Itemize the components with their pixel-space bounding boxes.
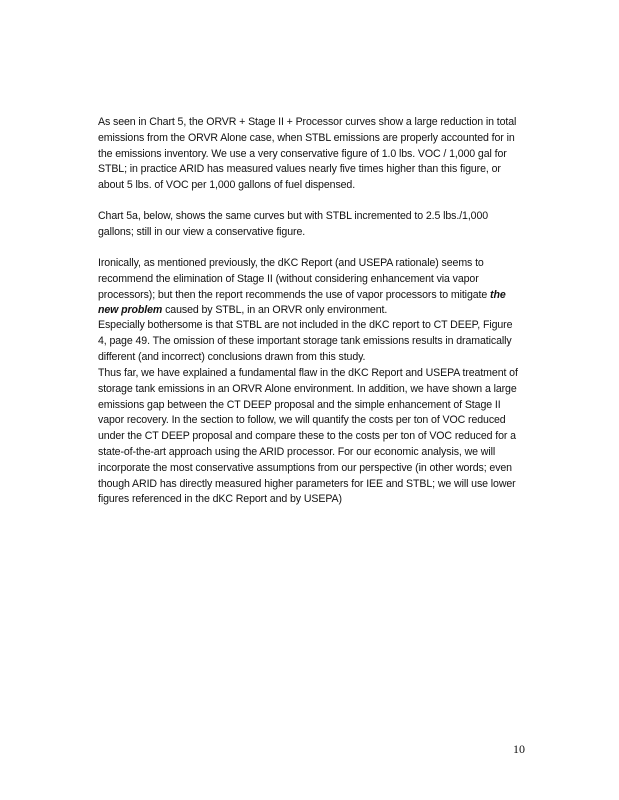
paragraph-chart-5-reduction: As seen in Chart 5, the ORVR + Stage II + Processor curves show a large reduction in total emissions from the ORVR Alone case, when STBL emissions are properly accounted for in the emissions inventory. We use a very conservative figure of 1.0 lbs. VOC / 1,000 gal for STBL; in practice ARID has measured values nearly five times higher than this figure, or about 5 lbs. of VOC per 1,000 gallons of fuel dispensed.: [98, 116, 517, 192]
page-number: 10: [513, 742, 525, 756]
emphasis-new-problem: the new problem: [98, 288, 506, 317]
paragraph-chart-5a: Chart 5a, below, shows the same curves but with STBL incremented to 2.5 lbs./1,000 gallons; still in our view a conservative figure.: [98, 210, 489, 238]
paragraph-ironically: [98, 256, 520, 319]
paragraph-stbl-omission: Especially bothersome is that STBL are not included in the dKC report to CT DEEP, Figure 4, page 49. The omission of these important storage tank emissions results in dramatically different (and incorrect) conclusions drawn from this study.: [98, 319, 513, 363]
paragraph-economic-analysis: Thus far, we have explained a fundamental flaw in the dKC Report and USEPA treatment of storage tank emissions in an ORVR Alone environment. In addition, we have shown a large emissions gap between the CT DEEP proposal and the simple enhancement of Stage II vapor recovery. In the section to follow, we will quantify the costs per ton of VOC reduced under the CT DEEP proposal and compare these to the costs per ton of VOC reduced for a state-of-the-art approach using the ARID processor. For our economic analysis, we will incorporate the most conservative assumptions from our perspective (in other words; even though ARID has directly measured higher parameters for IEE and STBL; we will use lower figures referenced in the dKC Report and by USEPA): [98, 367, 518, 506]
paragraph-ironically-text-end: caused by STBL, in an ORVR only environment.: [162, 304, 388, 317]
paragraph-ironically-text-start: Ironically, as mentioned previously, the dKC Report (and USEPA rationale) seems to recommend the elimination of Stage II (without considering enhancement via vapor processors); but then the report recommends the use of vapor processors to mitigate: [98, 257, 491, 301]
